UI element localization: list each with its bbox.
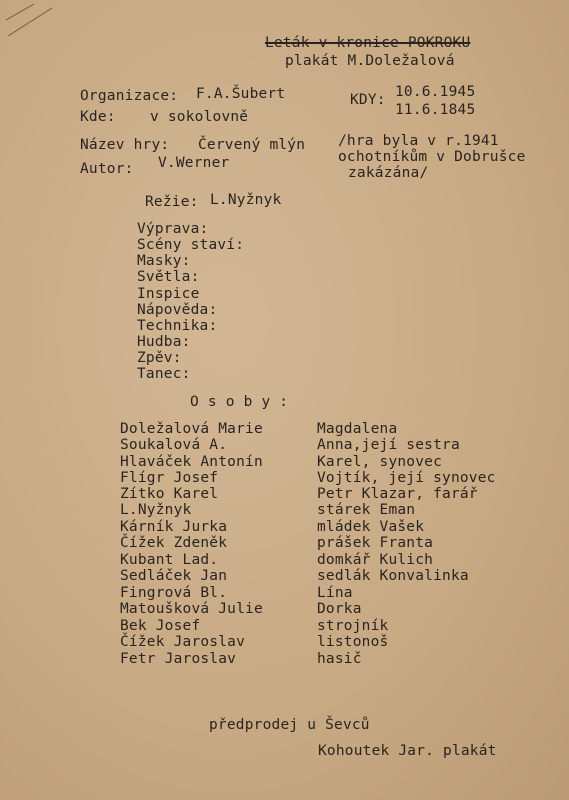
kdy-label: KDY: [350, 92, 386, 108]
kdy-date-2: 11.6.1845 [395, 102, 476, 118]
cast-actor: Kubant Lad. [120, 552, 219, 568]
cast-role: Petr Klazar, farář [317, 486, 478, 502]
cast-actor: Soukalová A. [120, 437, 228, 453]
cast-actor: Hlaváček Antonín [120, 454, 263, 470]
cast-actor: Doležalová Marie [120, 421, 263, 437]
crew-role-6: Nápověda: [137, 302, 218, 318]
poster-author-line: plakát M.Doležalová [285, 53, 455, 69]
cast-actor: L.Nyžnyk [120, 502, 192, 518]
rezie-label: Režie: [145, 194, 199, 210]
cast-role: Magdalena [317, 421, 398, 437]
kde-label: Kde: [80, 109, 116, 125]
crew-role-3: Masky: [137, 253, 191, 269]
cast-actor: Bek Josef [120, 618, 201, 634]
cast-role: mládek Vašek [317, 519, 425, 535]
kdy-date-1: 10.6.1945 [395, 84, 476, 100]
cast-actor: Čížek Zdeněk [120, 535, 228, 551]
cast-role: prášek Franta [317, 535, 434, 551]
crew-role-10: Tanec: [137, 366, 191, 382]
organizace-value: F.A.Šubert [196, 86, 286, 102]
rezie-value: L.Nyžnyk [210, 192, 282, 208]
nazev-label: Název hry: [80, 137, 170, 153]
cast-actor: Flígr Josef [120, 470, 219, 486]
cast-actor: Fingrová Bl. [120, 585, 228, 601]
cast-actor: Fetr Jaroslav [120, 651, 237, 667]
crew-role-2: Scény staví: [137, 237, 245, 253]
cast-actor: Čížek Jaroslav [120, 634, 246, 650]
cast-role: Karel, synovec [317, 454, 443, 470]
note-line-1: /hra byla v r.1941 [338, 133, 499, 149]
crew-role-5: Inspice [137, 286, 200, 302]
crew-role-9: Zpěv: [137, 350, 182, 366]
crew-role-4: Světla: [137, 269, 200, 285]
poster-credit-line: Kohoutek Jar. plakát [318, 743, 497, 759]
autor-value: V.Werner [158, 155, 230, 171]
cast-role: domkář Kulich [317, 552, 434, 568]
note-line-2: ochotníkům v Dobrušce [338, 149, 526, 165]
cast-role: Anna,její sestra [317, 437, 460, 453]
cast-role: stárek Eman [317, 502, 416, 518]
cast-role: Vojtík, její synovec [317, 470, 496, 486]
cast-role: sedlák Konvalinka [317, 568, 469, 584]
presale-line: předprodej u Ševců [209, 717, 370, 733]
kde-value: v sokolovně [150, 109, 249, 125]
cast-actor: Kárník Jurka [120, 519, 228, 535]
cast-actor: Zítko Karel [120, 486, 219, 502]
cast-role: listonoš [317, 634, 389, 650]
cast-actor: Matoušková Julie [120, 601, 263, 617]
struck-header-line: Leták v kronice POKROKU [265, 35, 471, 51]
cast-role: hasič [317, 651, 362, 667]
cast-role: Lína [317, 585, 353, 601]
cast-role: Dorka [317, 601, 362, 617]
organizace-label: Organizace: [80, 88, 179, 104]
crew-role-7: Technika: [137, 318, 218, 334]
corner-pencil-marks [0, 0, 70, 60]
autor-label: Autor: [80, 161, 134, 177]
nazev-value: Červený mlýn [198, 137, 306, 153]
cast-actor: Sedláček Jan [120, 568, 228, 584]
cast-role: strojník [317, 618, 389, 634]
crew-role-1: Výprava: [137, 221, 209, 237]
crew-role-8: Hudba: [137, 334, 191, 350]
cast-heading: O s o b y : [190, 394, 289, 410]
note-line-3: zakázána/ [348, 165, 429, 181]
